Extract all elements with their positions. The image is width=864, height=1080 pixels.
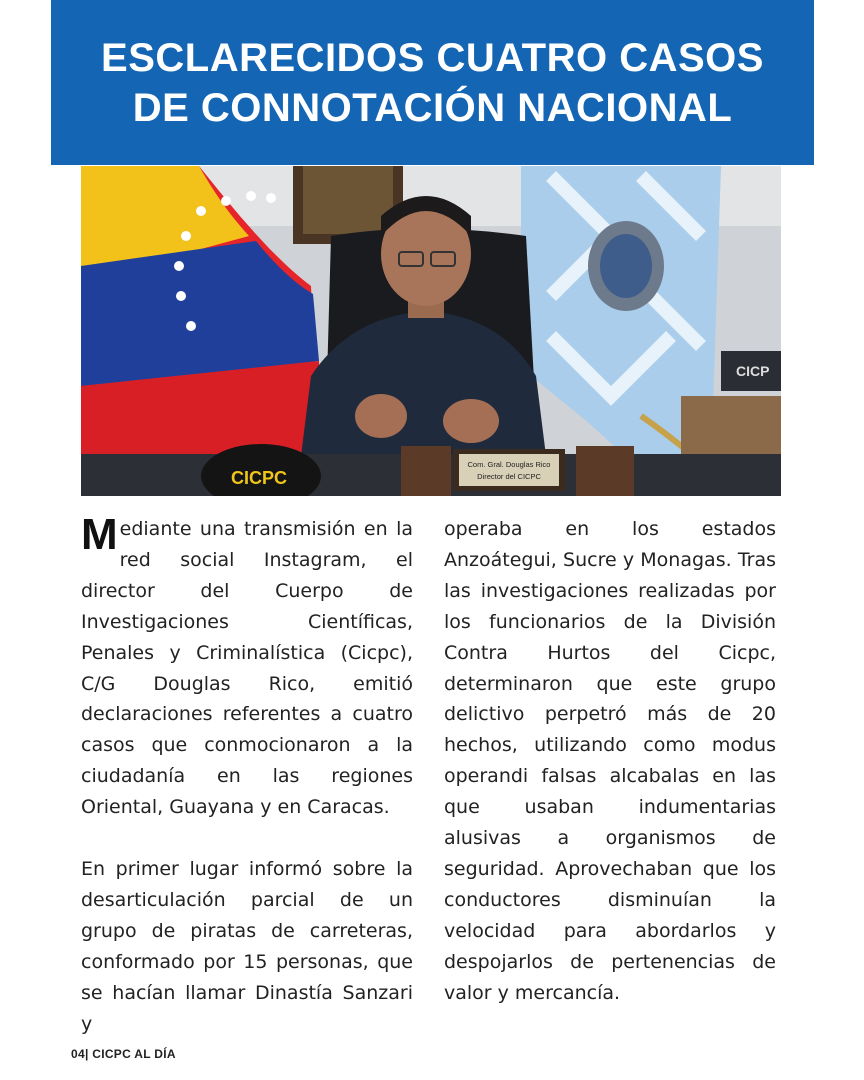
name-plate-line-2: Director del CICPC bbox=[477, 472, 541, 481]
page-footer: 04| CICPC AL DÍA bbox=[71, 1047, 176, 1061]
cap-lettering: CICPC bbox=[231, 468, 288, 488]
paragraph-1-text: ediante una transmisión en la red social Instagram, el director del Cuerpo de Investigaciones Científicas, Penales y Criminalística (Cicpc), C/G Douglas Rico, emitió declaraciones referentes a cuatro casos que conmocionaron a la ciudadanía en las regiones Oriental, Guayana y en Caracas. bbox=[81, 518, 413, 819]
radio-lettering: CICP bbox=[736, 363, 770, 379]
article-column-right bbox=[444, 514, 776, 1009]
article-paragraph-1 bbox=[81, 510, 413, 823]
article-paragraph-3: operaba en los estados Anzoátegui, Sucre y Monagas. Tras las investigaciones realizadas por los funcionarios de la División Contra Hurtos del Cicpc, determinaron que este grupo delictivo perpetró más de 20 hechos, utilizando como modus operandi falsas alcabalas en las que usaban indumentarias alusivas a organismos de seguridad. Aprovechaban que los conductores disminuían la velocidad para abordarlos y despojarlos de pertenencias de valor y mercancía. bbox=[444, 518, 776, 1004]
header-banner bbox=[51, 0, 814, 165]
article-photo bbox=[81, 166, 781, 496]
headline-line-2: DE CONNOTACIÓN NACIONAL bbox=[132, 85, 733, 130]
drop-cap: M bbox=[81, 510, 118, 559]
article-column-left bbox=[81, 510, 413, 1040]
name-plate-line-1: Com. Gral. Douglas Rico bbox=[467, 460, 551, 469]
article-paragraph-2: En primer lugar informó sobre la desarticulación parcial de un grupo de piratas de carreteras, conformado por 15 personas, que se hacían llamar Dinastía Sanzari y bbox=[81, 858, 413, 1035]
headline-line-1: ESCLARECIDOS CUATRO CASOS bbox=[101, 35, 764, 80]
